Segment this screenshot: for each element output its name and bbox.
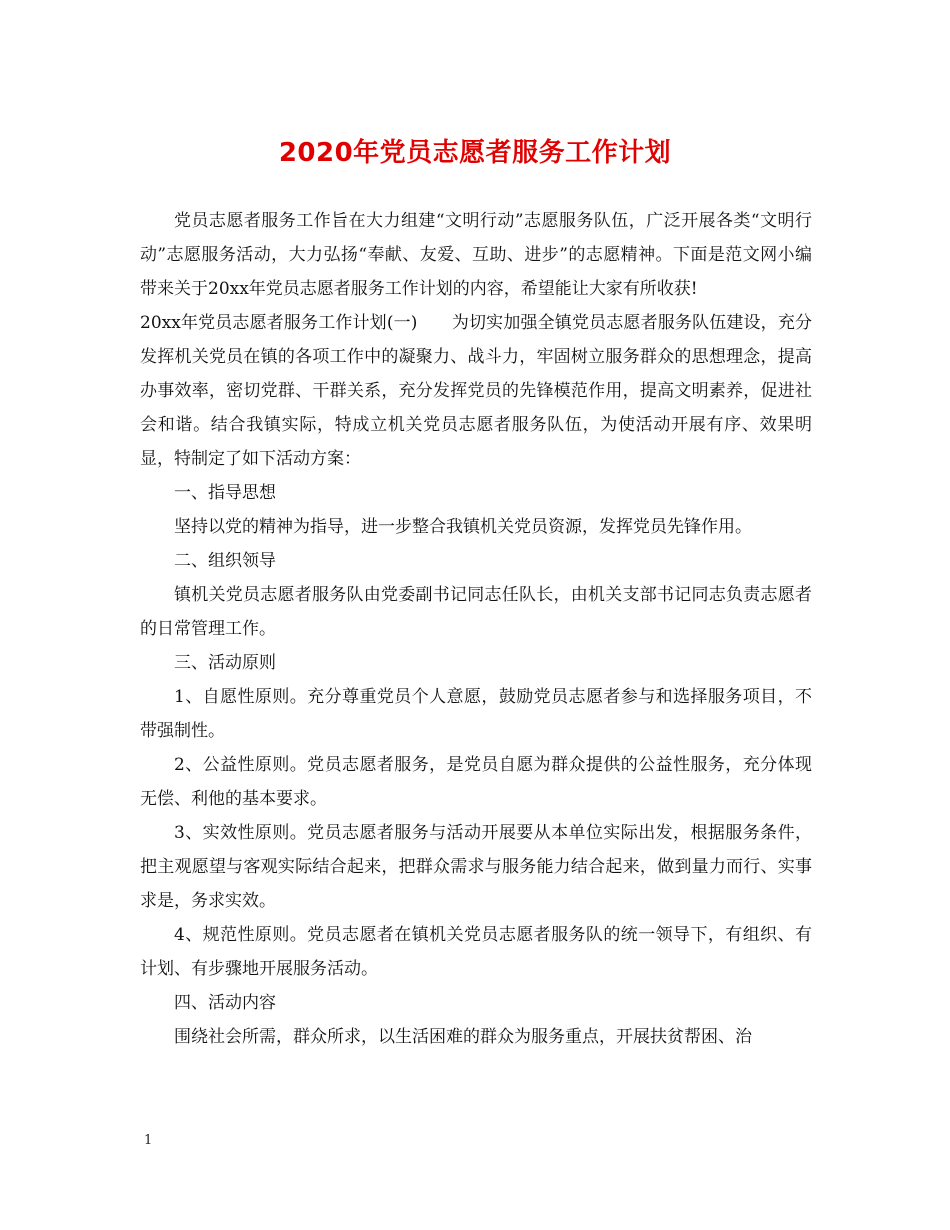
document-title: 2020年党员志愿者服务工作计划 (278, 138, 672, 168)
section-heading-principles: 三、活动原则 (174, 653, 276, 673)
paragraph-principle-voluntary: 1、自愿性原则。充分尊重党员个人意愿，鼓励党员志愿者参与和选择服务项目，不带强制性。 (140, 687, 812, 741)
paragraph-principle-public-welfare: 2、公益性原则。党员志愿者服务，是党员自愿为群众提供的公益性服务，充分体现无偿、利他的基本要求。 (140, 755, 812, 809)
paragraph-organization: 镇机关党员志愿者服务队由党委副书记同志任队长，由机关支部书记同志负责志愿者的日常管理工作。 (140, 585, 812, 639)
paragraph-plan-one: 20xx年党员志愿者服务工作计划(一) 为切实加强全镇党员志愿者服务队伍建设，充分发挥机关党员在镇的各项工作中的凝聚力、战斗力，牢固树立服务群众的思想理念，提高办事效率，密切党群、干群关系，充分发挥党员的先锋模范作用，提高文明素养，促进社会和谐。结合我镇实际，特成立机关党员志愿者服务队伍，为使活动开展有序、效果明显，特制定了如下活动方案： (140, 313, 812, 469)
page-number: 1 (144, 1133, 153, 1148)
document-body (140, 204, 812, 1054)
section-heading-organization: 二、组织领导 (174, 551, 276, 571)
paragraph-principle-effectiveness: 3、实效性原则。党员志愿者服务与活动开展要从本单位实际出发，根据服务条件，把主观愿望与客观实际结合起来，把群众需求与服务能力结合起来，做到量力而行、实事求是，务求实效。 (140, 823, 812, 911)
paragraph-activities: 围绕社会所需，群众所求，以生活困难的群众为服务重点，开展扶贫帮困、治 (174, 1027, 752, 1047)
paragraph-principle-standardization: 4、规范性原则。党员志愿者在镇机关党员志愿者服务队的统一领导下，有组织、有计划、有步骤地开展服务活动。 (140, 925, 812, 979)
paragraph-guiding-ideology: 坚持以党的精神为指导，进一步整合我镇机关党员资源，发挥党员先锋作用。 (174, 517, 752, 537)
section-heading-guiding-ideology: 一、指导思想 (174, 483, 276, 503)
paragraph-intro: 党员志愿者服务工作旨在大力组建“文明行动”志愿服务队伍，广泛开展各类“文明行动”志愿服务活动，大力弘扬“奉献、友爱、互助、进步”的志愿精神。下面是范文网小编带来关于20xx年党员志愿者服务工作计划的内容，希望能让大家有所收获! (140, 211, 812, 299)
section-heading-activities: 四、活动内容 (174, 993, 276, 1013)
